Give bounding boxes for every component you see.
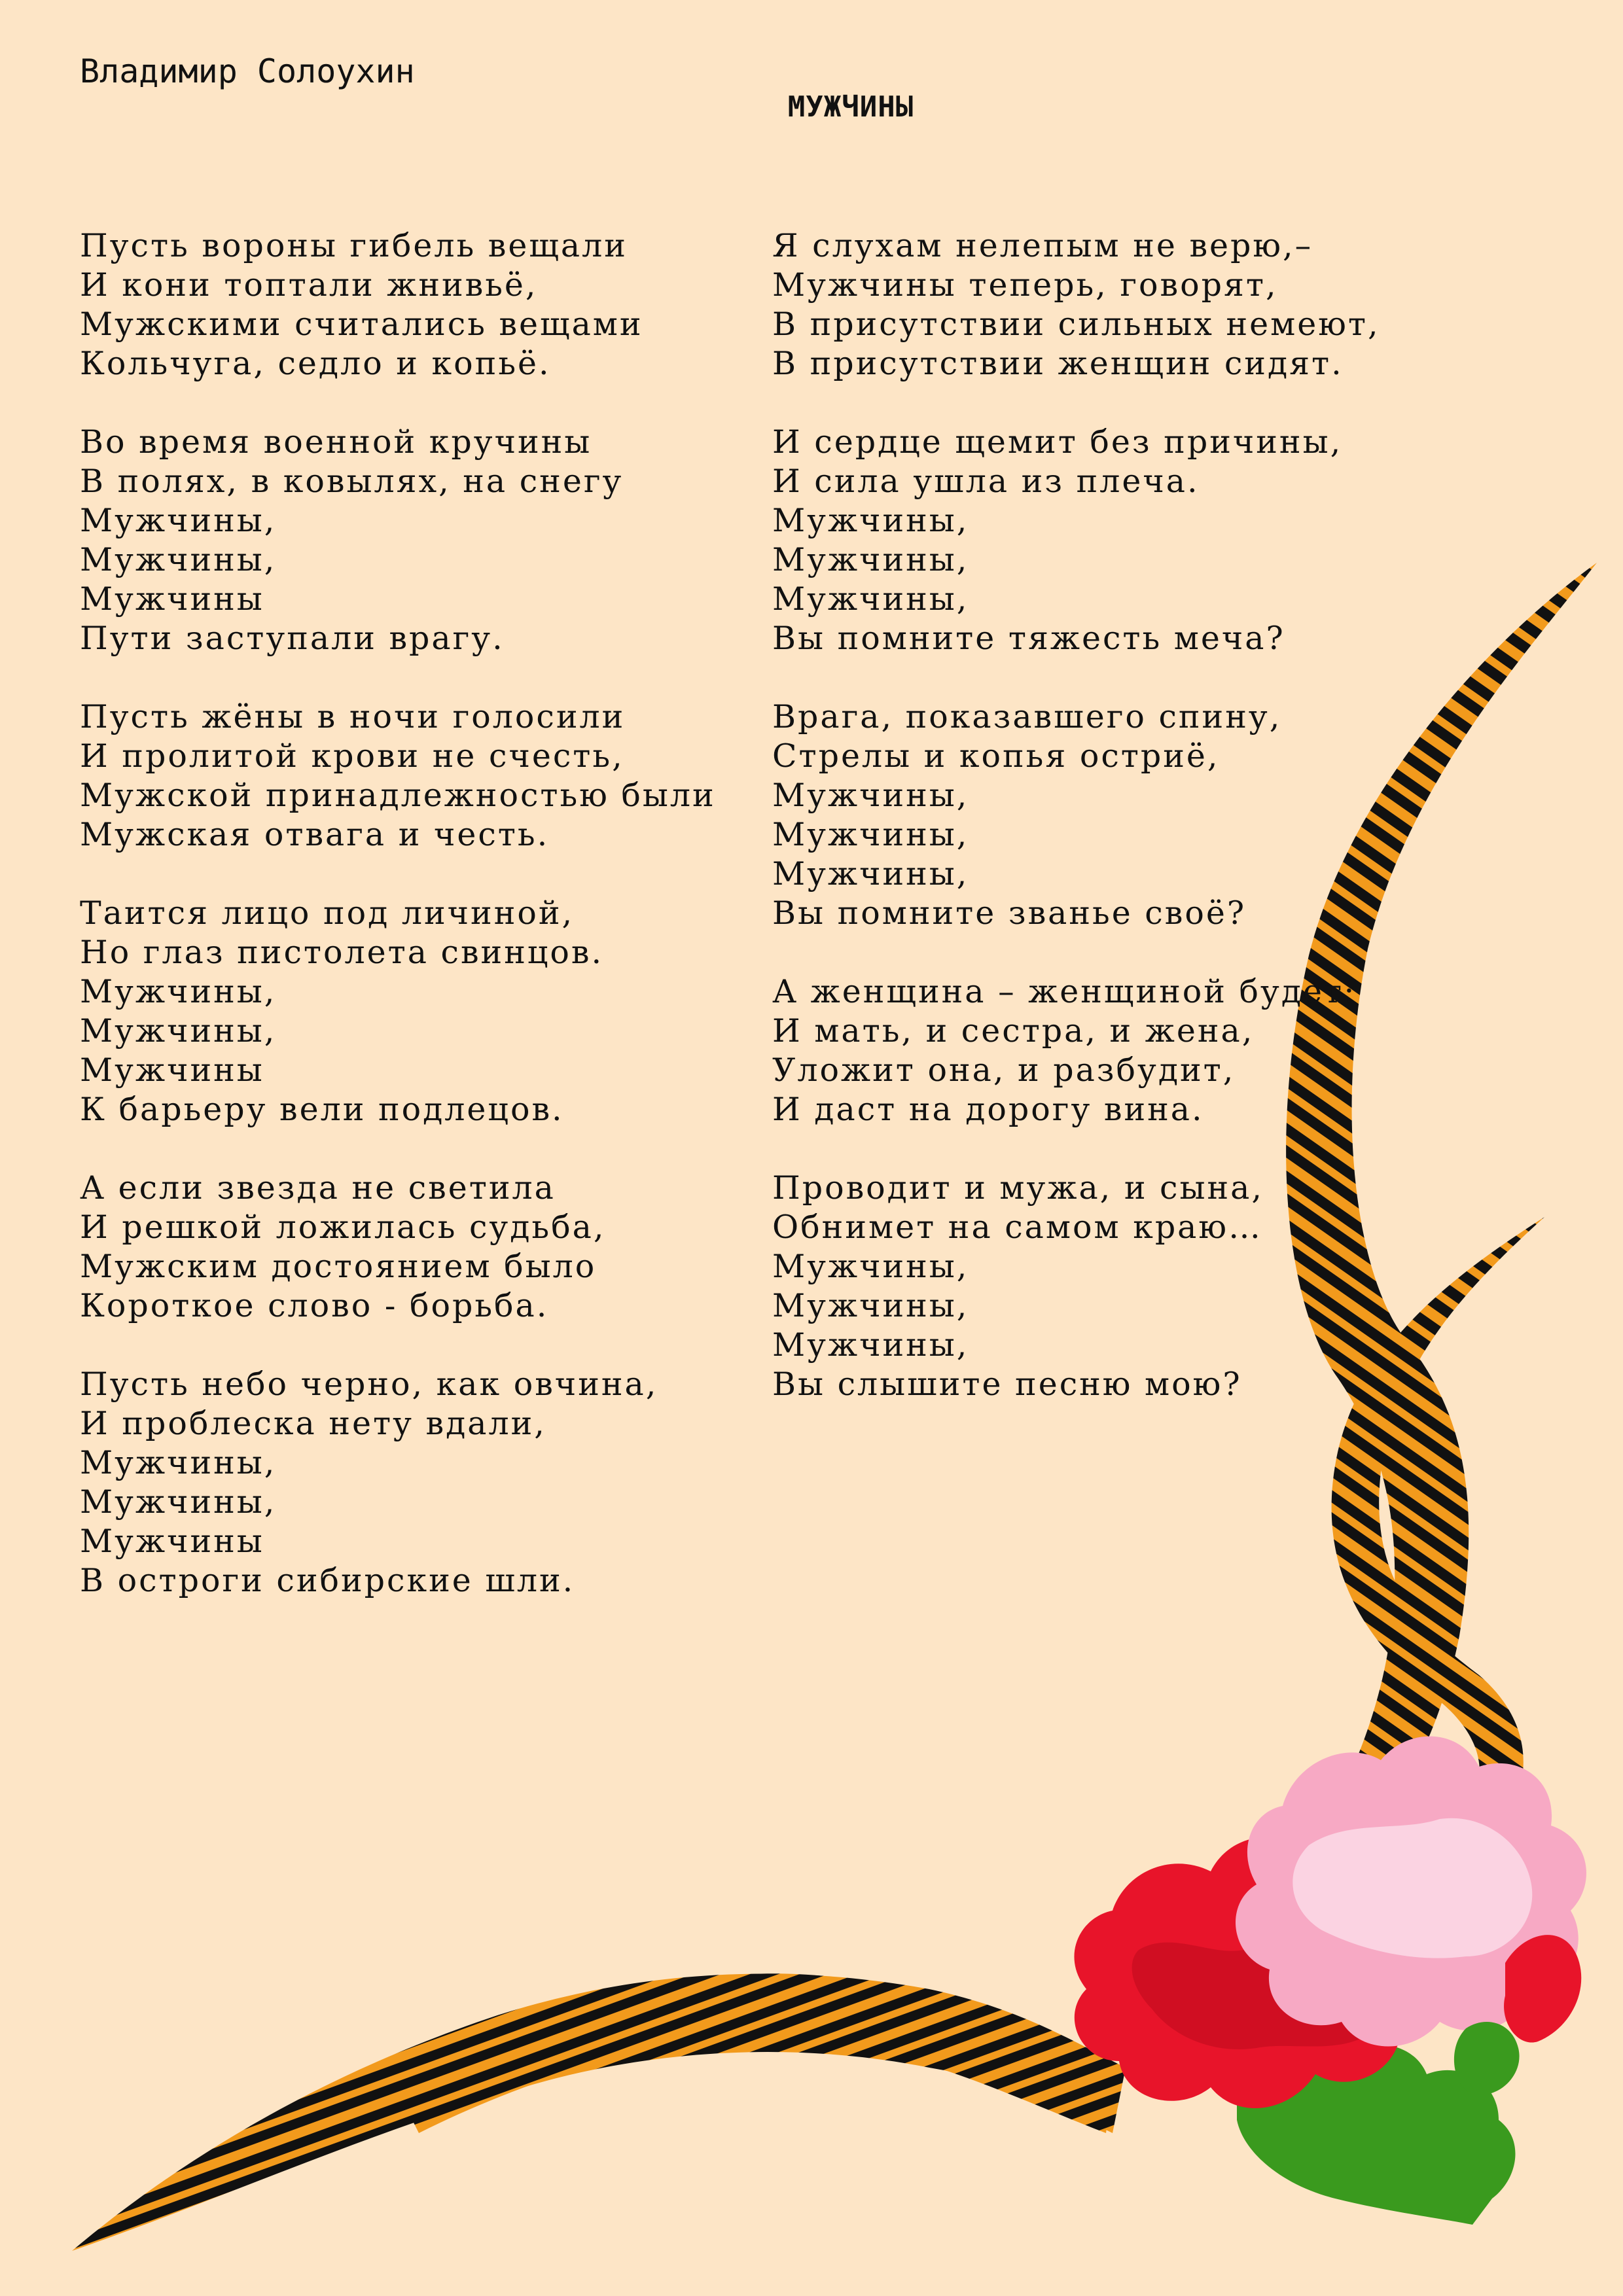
poem-line: Мужчины, [772,777,969,814]
poem-line: Мужчины [80,580,264,618]
poem-line: А если звезда не светила [80,1169,556,1207]
poem-line: Пусть вороны гибель вещали [80,227,628,264]
poem-line: И решкой ложилась судьба, [80,1209,606,1246]
poem-line: И пролитой крови не счесть, [80,737,624,775]
poem-line: Обнимет на самом краю… [772,1209,1263,1246]
stanza [80,226,716,383]
stanza [772,423,1380,658]
carnation-flowers-icon [1074,1737,1586,2225]
poem-line: Мужскими считались вещами [80,306,643,343]
poem-line: Короткое слово - борьба. [80,1287,549,1324]
poem-line: Мужчины, [772,1248,969,1285]
poem-line: Мужчины, [772,855,969,892]
poem-line: Мужчины, [772,816,969,853]
stanza [772,698,1380,933]
poem-line: Мужчины, [80,973,277,1010]
poem-line: И сердце щемит без причины, [772,423,1343,461]
stanza [80,423,716,658]
stanza [80,1365,716,1600]
poem-line: В остроги сибирские шли. [80,1562,575,1599]
stanza [772,1169,1380,1404]
poem-line: Мужчины, [772,541,969,578]
poem-line: Стрелы и копья остриё, [772,737,1220,775]
stanza [80,1169,716,1326]
poem-line: Пути заступали врагу. [80,620,505,657]
poem-line: И сила ушла из плеча. [772,463,1200,500]
poem-title: МУЖЧИНЫ [787,90,914,124]
poem-line: Вы помните званье своё? [772,894,1247,932]
author-name: Владимир Солоухин [80,52,415,90]
poem-line: Мужская отвага и честь. [80,816,550,853]
left-column [80,226,716,1640]
poem-line: В полях, в ковылях, на снегу [80,463,624,500]
poem-line: Врага, показавшего спину, [772,698,1282,735]
poem-line: В присутствии сильных немеют, [772,306,1380,343]
poem-line: Пусть небо черно, как овчина, [80,1366,658,1403]
poem-line: К барьеру вели подлецов. [80,1091,564,1128]
poem-line: Мужчины, [80,541,277,578]
poem-line: И проблеска нету вдали, [80,1405,546,1442]
poem-line: Я слухам нелепым не верю,– [772,227,1313,264]
poem-line: Вы помните тяжесть меча? [772,620,1285,657]
right-column [772,226,1380,1443]
poem-line: Вы слышите песню мою? [772,1366,1242,1403]
poem-line: Мужчины, [80,502,277,539]
stanza [772,226,1380,383]
poem-line: И мать, и сестра, и жена, [772,1012,1255,1050]
poem-line: Мужчины, [80,1012,277,1050]
poem-line: Мужчины, [772,580,969,618]
poem-line: В присутствии женщин сидят. [772,345,1344,382]
poem-line: Мужчины [80,1523,264,1560]
poem-line: Проводит и мужа, и сына, [772,1169,1264,1207]
poem-line: Мужчины, [772,1326,969,1364]
stanza [80,894,716,1129]
poem-line: Мужчины, [772,502,969,539]
poem-line: Но глаз пистолета свинцов. [80,934,604,971]
poem-line: Мужчины, [80,1444,277,1481]
poem-line: Уложит она, и разбудит, [772,1051,1236,1089]
poem-line: Мужчины [80,1051,264,1089]
poem-line: Кольчуга, седло и копьё. [80,345,551,382]
poem-line: Мужчины, [772,1287,969,1324]
stanza [772,972,1380,1129]
poem-line: И кони топтали жнивьё, [80,266,538,304]
poem-line: Мужчины, [80,1483,277,1521]
poem-line: Мужчины теперь, говорят, [772,266,1278,304]
poem-line: Во время военной кручины [80,423,592,461]
poem-line: А женщина – женщиной будет: [772,973,1357,1010]
poem-line: И даст на дорогу вина. [772,1091,1204,1128]
poem-line: Мужской принадлежностью были [80,777,716,814]
poem-line: Мужским достоянием было [80,1248,597,1285]
poem-line: Пусть жёны в ночи голосили [80,698,626,735]
poem-line: Таится лицо под личиной, [80,894,575,932]
stanza [80,698,716,855]
